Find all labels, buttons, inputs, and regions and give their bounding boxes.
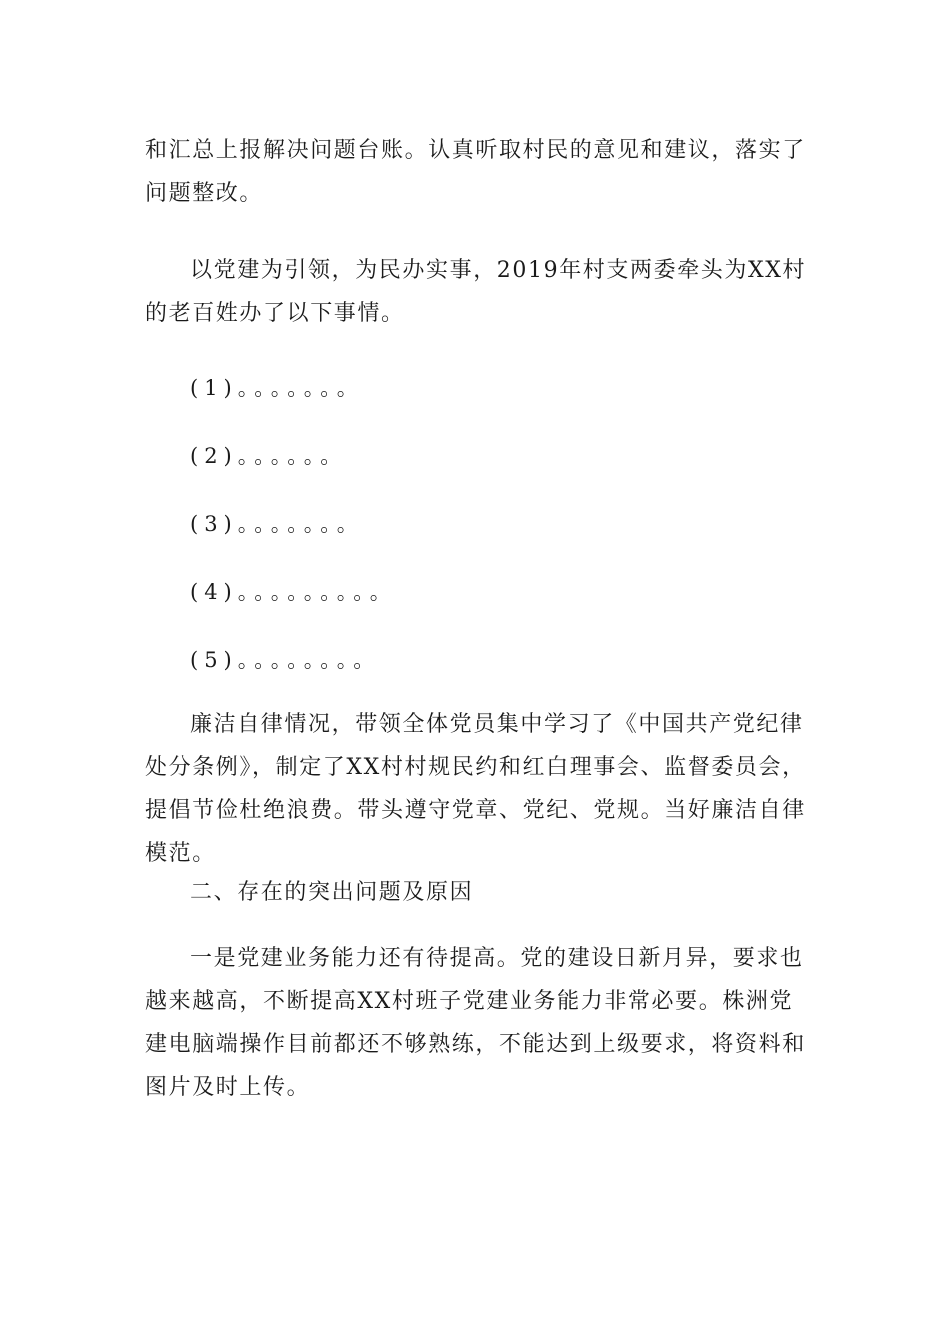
paragraph-integrity-self-discipline: 廉洁自律情况，带领全体党员集中学习了《中国共产党纪律处分条例》，制定了XX村村规民约和红白理事会、监督委员会，提倡节俭杜绝浪费。带头遵守党章、党纪、党规。当好廉洁自律模范。: [145, 712, 806, 866]
list-item-3: (3)。。。。。。。: [190, 512, 364, 536]
list-item-1: (1)。。。。。。。: [190, 376, 364, 400]
list-item-4: (4)。。。。。。。。。: [190, 580, 397, 604]
paragraph-problem-summary: 和汇总上报解决问题台账。认真听取村民的意见和建议，落实了问题整改。: [145, 138, 806, 206]
list-item-2: (2)。。。。。。: [190, 444, 348, 468]
paragraph-party-building-intro: 以党建为引领，为民办实事，2019年村支两委牵头为XX村的老百姓办了以下事情。: [145, 258, 807, 326]
paragraph-problem-one: 一是党建业务能力还有待提高。党的建设日新月异，要求也越来越高，不断提高XX村班子党建业务能力非常必要。株洲党建电脑端操作目前都还不够熟练，不能达到上级要求，将资料和图片及时上传。: [145, 946, 806, 1100]
list-item-5: (5)。。。。。。。。: [190, 648, 381, 672]
section-heading: 二、存在的突出问题及原因: [190, 880, 474, 905]
